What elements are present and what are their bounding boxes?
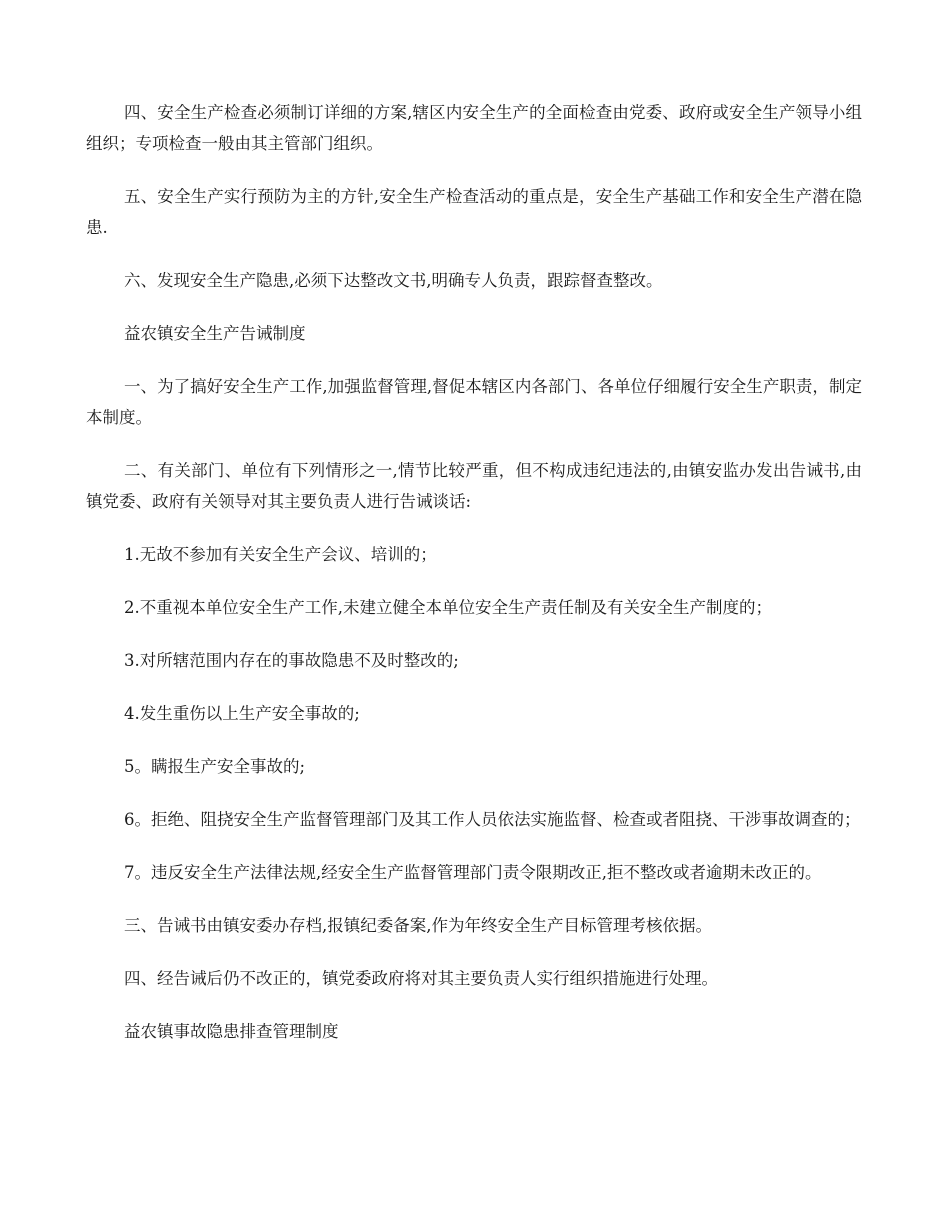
paragraph: 四、安全生产检查必须制订详细的方案,辖区内安全生产的全面检查由党委、政府或安全生产领导小组组织；专项检查一般由其主管部门组织。 xyxy=(86,103,862,153)
list-item: 1.无故不参加有关安全生产会议、培训的； xyxy=(124,545,437,564)
list-item: 6。拒绝、阻挠安全生产监督管理部门及其工作人员依法实施监督、检查或者阻挠、干涉事故调查的； xyxy=(124,810,861,829)
list-item: 2.不重视本单位安全生产工作,未建立健全本单位安全生产责任制及有关安全生产制度的； xyxy=(124,598,772,617)
paragraph: 六、发现安全生产隐患,必须下达整改文书,明确专人负责，跟踪督查整改。 xyxy=(124,271,663,290)
paragraph: 二、有关部门、单位有下列情形之一,情节比较严重，但不构成违纪违法的,由镇安监办发出告诫书,由镇党委、政府有关领导对其主要负责人进行告诫谈话: xyxy=(86,461,862,511)
paragraph: 三、告诫书由镇安委办存档,报镇纪委备案,作为年终安全生产目标管理考核依据。 xyxy=(124,916,712,935)
paragraph: 五、安全生产实行预防为主的方针,安全生产检查活动的重点是，安全生产基础工作和安全生产潜在隐患. xyxy=(86,187,862,237)
paragraph: 一、为了搞好安全生产工作,加强监督管理,督促本辖区内各部门、各单位仔细履行安全生产职责，制定本制度。 xyxy=(86,377,862,427)
section-heading: 益农镇事故隐患排查管理制度 xyxy=(124,1022,339,1041)
section-heading: 益农镇安全生产告诫制度 xyxy=(124,324,306,343)
list-item: 7。违反安全生产法律法规,经安全生产监督管理部门责令限期改正,拒不整改或者逾期未改正的。 xyxy=(124,863,822,882)
list-item: 3.对所辖范围内存在的事故隐患不及时整改的; xyxy=(124,651,459,670)
list-item: 5。瞒报生产安全事故的; xyxy=(124,757,306,776)
paragraph: 四、经告诫后仍不改正的，镇党委政府将对其主要负责人实行组织措施进行处理。 xyxy=(124,969,718,988)
list-item: 4.发生重伤以上生产安全事故的; xyxy=(124,704,360,723)
document-body xyxy=(86,97,862,1069)
